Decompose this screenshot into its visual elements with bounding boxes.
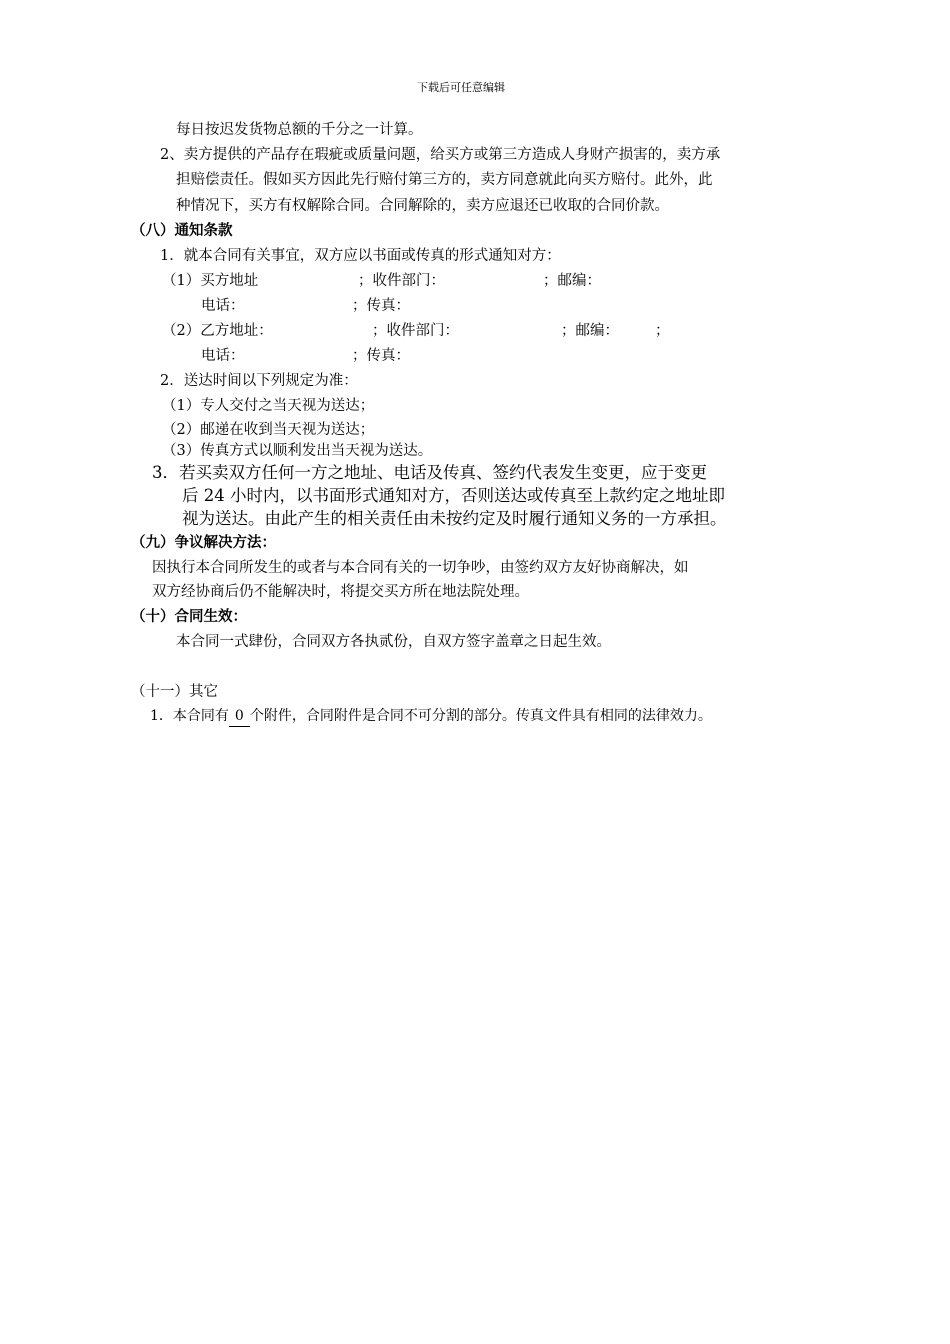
section-heading-9: （九）争议解决方法： — [131, 535, 276, 551]
section-heading-10: （十）合同生效： — [131, 609, 247, 625]
party-b-postcode-label: ；邮编： — [561, 323, 619, 339]
clause-line: 1．就本合同有关事宜，双方应以书面或传真的形式通知对方： — [160, 248, 561, 264]
clause-line: 2、卖方提供的产品存在瑕疵或质量问题，给买方或第三方造成人身财产损害的，卖方承 — [160, 147, 721, 163]
clause-line: 后 24 小时内，以书面形式通知对方，否则送达或传真至上款约定之地址即 — [182, 486, 725, 505]
clause-line: （2）邮递在收到当天视为送达； — [162, 422, 375, 438]
buyer-postcode-label: ；邮编： — [543, 273, 601, 289]
clause-line: 种情况下，买方有权解除合同。合同解除的，卖方应退还已收取的合同价款。 — [176, 198, 669, 214]
attachment-count: 0 — [229, 706, 250, 727]
page-header: 下载后可任意编辑 — [417, 81, 505, 94]
section-heading-11: （十一）其它 — [131, 684, 218, 700]
clause-line: 担赔偿责任。假如买方因此先行赔付第三方的，卖方同意就此向买方赔付。此外，此 — [176, 172, 713, 188]
buyer-fax-label: ；传真： — [352, 298, 410, 314]
party-b-separator: ； — [655, 323, 670, 339]
clause-line: 因执行本合同所发生的或者与本合同有关的一切争吵，由签约双方友好协商解决，如 — [152, 560, 689, 576]
clause-line: 3．若买卖双方任何一方之地址、电话及传真、签约代表发生变更，应于变更 — [152, 463, 707, 482]
party-b-fax-label: ；传真： — [352, 348, 410, 364]
buyer-address-label: （1）买方地址 — [162, 273, 259, 289]
attachment-prefix: 1．本合同有 — [150, 708, 229, 724]
party-b-address-label: （2）乙方地址： — [162, 323, 273, 339]
clause-line: （1）专人交付之当天视为送达； — [162, 398, 375, 414]
party-b-tel-label: 电话： — [201, 348, 245, 364]
clause-line: 双方经协商后仍不能解决时，将提交买方所在地法院处理。 — [152, 584, 529, 600]
attachment-clause — [150, 706, 712, 727]
section-heading-8: （八）通知条款 — [131, 223, 233, 239]
party-b-dept-label: ；收件部门： — [372, 323, 459, 339]
clause-line: （3）传真方式以顺利发出当天视为送达。 — [162, 443, 433, 459]
clause-line: 每日按迟发货物总额的千分之一计算。 — [176, 122, 423, 138]
buyer-dept-label: ；收件部门： — [358, 273, 445, 289]
clause-line: 本合同一式肆份，合同双方各执贰份，自双方签字盖章之日起生效。 — [176, 634, 611, 650]
attachment-suffix: 个附件，合同附件是合同不可分割的部分。传真文件具有相同的法律效力。 — [249, 708, 712, 724]
clause-line: 视为送达。由此产生的相关责任由未按约定及时履行通知义务的一方承担。 — [182, 509, 727, 528]
clause-line: 2．送达时间以下列规定为准： — [160, 373, 358, 389]
buyer-tel-label: 电话： — [201, 298, 245, 314]
